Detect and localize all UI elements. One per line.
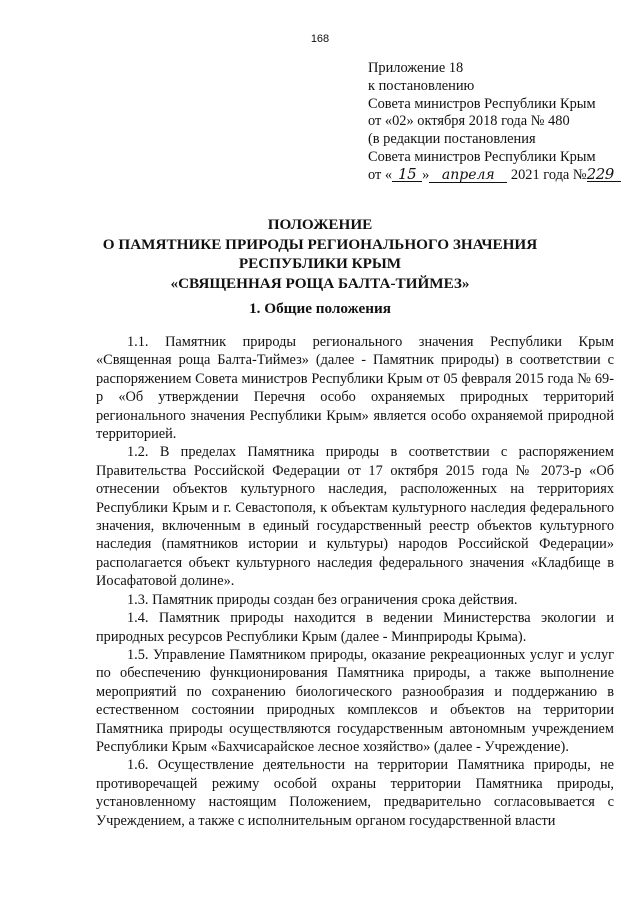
handwritten-number: 229 xyxy=(587,167,621,182)
date-quote: » xyxy=(422,166,430,183)
handwritten-month: апреля xyxy=(429,168,507,183)
page-number: 168 xyxy=(310,33,330,45)
paragraph: 1.3. Памятник природы создан без ограничения срока действия. xyxy=(127,591,518,608)
appendix-line: к постановлению xyxy=(368,77,475,94)
handwritten-day: 15 xyxy=(392,167,422,182)
paragraph: 1.2. В пределах Памятника природы в соответствии с распоряжением Правительства Российской Федерации от 17 октября 2015 года № 2073-р «Об отнесении объектов культурного наследия, расположенных на территориях Республики Крым и г. Севастополя, к объектам культурного наследия федерального значения, включенным в единый государственный реестр объектов культурного наследия (памятников истории и культуры) народов Российской Федерации» располагается объект культурного наследия федерального значения «Кладбище в Иосафатовой долине». xyxy=(96,444,614,590)
title-line: «СВЯЩЕННАЯ РОЩА БАЛТА-ТИЙМЕЗ» xyxy=(170,274,470,292)
title-line: РЕСПУБЛИКИ КРЫМ xyxy=(238,255,402,273)
appendix-line: от «02» октября 2018 года № 480 xyxy=(368,113,570,130)
appendix-line: Совета министров Республики Крым xyxy=(368,95,596,112)
title-line: О ПАМЯТНИКЕ ПРИРОДЫ РЕГИОНАЛЬНОГО ЗНАЧЕНИЯ xyxy=(102,235,538,253)
title-line: ПОЛОЖЕНИЕ xyxy=(267,216,373,233)
date-year: 2021 года № xyxy=(510,166,587,183)
paragraph: 1.1. Памятник природы регионального значения Республики Крым «Священная роща Балта-Тиймез» (далее - Памятник природы) в соответствии с распоряжением Совета министров Республики Крым от 05 февраля 2015 года № 69-р «Об утверждении Перечня особо охраняемых природных территорий регионального значения Республики Крым» является особо охраняемой природной территорией. xyxy=(96,334,614,443)
appendix-date-line xyxy=(368,164,630,185)
document-body xyxy=(96,333,614,830)
paragraph: 1.6. Осуществление деятельности на территории Памятника природы, не противоречащей режиму особой охраны территории Памятника природы, установленному настоящим Положением, предварительно согласовывается с Учреждением, а также с исполнительным органом государственной власти xyxy=(96,757,614,829)
section-heading: 1. Общие положения xyxy=(249,300,391,317)
appendix-line: (в редакции постановления xyxy=(368,131,536,148)
date-prefix: от « xyxy=(368,166,393,183)
appendix-line: Совета министров Республики Крым xyxy=(368,148,596,165)
appendix-line: Приложение 18 xyxy=(368,60,464,76)
paragraph: 1.5. Управление Памятником природы, оказание рекреационных услуг и услуг по обеспечению функционирования Памятника природы, а также выполнение мероприятий по сохранению биологического разнообразия и поддержанию в естественном состоянии природных комплексов и объектов на территории Памятника природы осуществляются государственным автономным учреждением Республики Крым «Бахчисарайское лесное хозяйство» (далее - Учреждение). xyxy=(96,646,614,755)
paragraph: 1.4. Памятник природы находится в ведении Министерства экологии и природных ресурсов Республики Крым (далее - Минприроды Крыма). xyxy=(96,610,614,645)
document-title xyxy=(0,215,640,293)
appendix-header xyxy=(368,60,630,185)
